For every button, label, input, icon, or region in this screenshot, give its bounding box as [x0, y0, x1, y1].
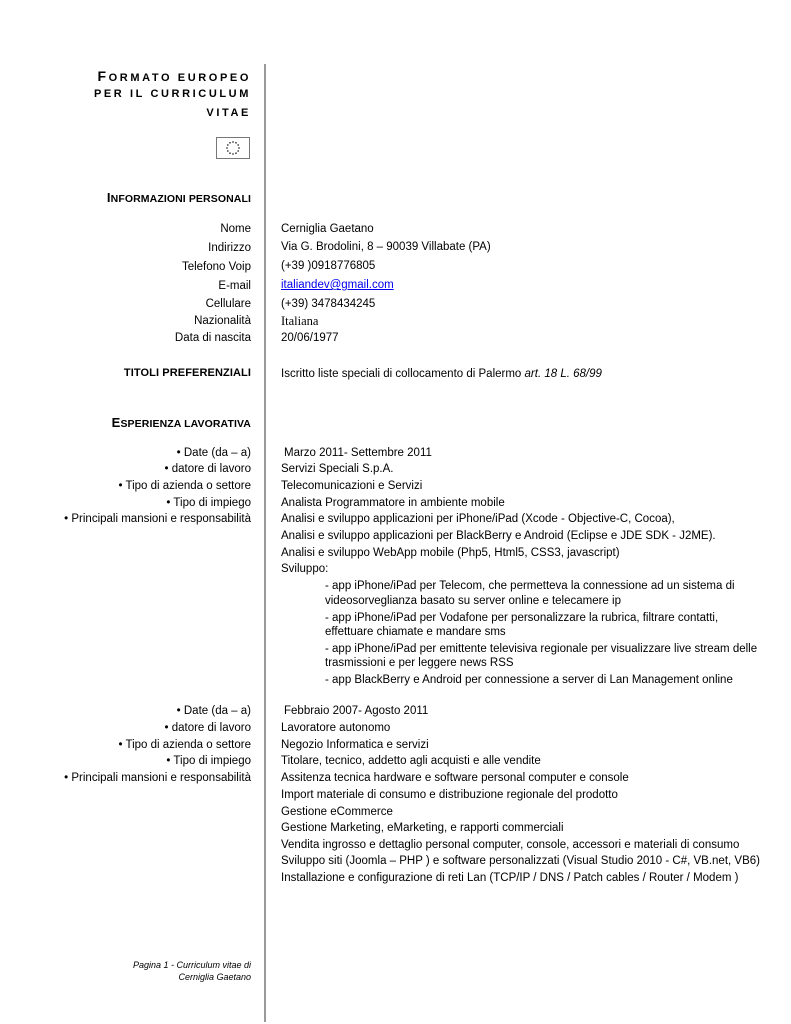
preferential-titles-value: Iscritto liste speciali di collocamento di Palermo art. 18 L. 68/99	[281, 368, 602, 380]
job1-sector-value: Telecomunicazioni e Servizi	[281, 480, 423, 492]
job2-employer-value: Lavoratore autonomo	[281, 722, 391, 734]
job2-duty-line: Import materiale di consumo e distribuzione regionale del prodotto	[281, 789, 618, 801]
job1-duty-line: Analisi e sviluppo applicazioni per BlackBerry e Android (Eclipse e JDE SDK - J2ME).	[281, 530, 716, 542]
cv-title-line-3: VITAE	[206, 107, 251, 119]
birthdate-value: 20/06/1977	[281, 332, 339, 344]
job2-duty-line: Gestione eCommerce	[281, 806, 393, 818]
address-value: Via G. Brodolini, 8 – 90039 Villabate (PA)	[281, 241, 491, 253]
footer-line-2: Cerniglia Gaetano	[178, 972, 251, 982]
job1-date-label: • Date (da – a)	[176, 447, 251, 459]
page-footer	[133, 959, 251, 983]
job2-duty-line: Gestione Marketing, eMarketing, e rapporti commerciali	[281, 822, 564, 834]
job2-duty-line: Assitenza tecnica hardware e software personal computer e console	[281, 772, 629, 784]
job1-sector-label: • Tipo di azienda o settore	[118, 480, 251, 492]
job1-duty-line: Analisi e sviluppo applicazioni per iPhone/iPad (Xcode - Objective-C, Cocoa),	[281, 513, 675, 525]
nationality-value: Italiana	[281, 314, 319, 328]
job1-employer-label: • datore di lavoro	[164, 463, 251, 475]
name-label: Nome	[220, 223, 251, 235]
preferential-titles-heading: TITOLI PREFERENZIALI	[123, 367, 251, 379]
name-value: Cerniglia Gaetano	[281, 223, 374, 235]
job1-dev-item: - app iPhone/iPad per Telecom, che permetteva la connessione ad un sistema di	[325, 580, 735, 592]
mobile-label: Cellulare	[205, 298, 251, 310]
personal-info-heading: INFORMAZIONI PERSONALI	[106, 190, 251, 205]
job1-duties-label: • Principali mansioni e responsabilità	[64, 513, 251, 525]
job2-employer-label: • datore di lavoro	[164, 722, 251, 734]
job1-dev-item: trasmissioni e per leggere news RSS	[325, 657, 514, 669]
job1-duty-line: Analisi e sviluppo WebApp mobile (Php5, Html5, CSS3, javascript)	[281, 547, 620, 559]
job2-sector-label: • Tipo di azienda o settore	[118, 739, 251, 751]
job1-duty-line: Sviluppo:	[281, 563, 329, 575]
job1-dev-item: - app iPhone/iPad per emittente televisiva regionale per visualizzare live stream delle	[325, 643, 758, 655]
job1-jobtype-value: Analista Programmatore in ambiente mobile	[281, 497, 505, 509]
cv-title-line-1: FORMATO EUROPEO	[97, 68, 251, 84]
cv-title-line-2: PER IL CURRICULUM	[93, 88, 251, 100]
email-link[interactable]: italiandev@gmail.com	[281, 279, 394, 291]
job2-duty-line: Sviluppo siti (Joomla – PHP ) e software personalizzati (Visual Studio 2010 - C#, VB.net, VB6)	[281, 855, 760, 867]
job1-date-value: Marzo 2011- Settembre 2011	[284, 447, 432, 459]
footer-line-1: Pagina 1 - Curriculum vitae di	[132, 960, 251, 970]
job2-sector-value: Negozio Informatica e servizi	[281, 739, 429, 751]
job1-dev-item: videosorveglianza basato su server online e telecamere ip	[325, 595, 621, 607]
job2-date-label: • Date (da – a)	[176, 705, 251, 717]
job1-employer-value: Servizi Speciali S.p.A.	[281, 463, 394, 475]
nationality-label: Nazionalità	[194, 315, 251, 327]
work-experience-heading: ESPERIENZA LAVORATIVA	[111, 415, 251, 430]
job2-duties-label: • Principali mansioni e responsabilità	[64, 772, 251, 784]
job2-jobtype-label: • Tipo di impiego	[166, 755, 251, 767]
job2-date-value: Febbraio 2007- Agosto 2011	[284, 705, 429, 717]
eu-flag-icon	[216, 137, 250, 159]
address-label: Indirizzo	[208, 242, 251, 254]
mobile-value: (+39) 3478434245	[281, 298, 376, 310]
voip-phone-value: (+39 )0918776805	[281, 260, 376, 272]
job2-duty-line: Installazione e configurazione di reti Lan (TCP/IP / DNS / Patch cables / Router / Modem )	[281, 872, 739, 884]
email-label: E-mail	[218, 280, 251, 292]
job1-jobtype-label: • Tipo di impiego	[166, 497, 251, 509]
birthdate-label: Data di nascita	[174, 332, 251, 344]
job2-jobtype-value: Titolare, tecnico, addetto agli acquisti e alle vendite	[281, 755, 541, 767]
column-divider	[264, 64, 266, 1022]
job2-duty-line: Vendita ingrosso e dettaglio personal computer, console, accessori e materiali di consumo	[281, 839, 740, 851]
job1-dev-item: - app BlackBerry e Android per connessione a server di Lan Management online	[325, 674, 733, 686]
job1-dev-item: - app iPhone/iPad per Vodafone per personalizzare la rubrica, filtrare contatti,	[325, 612, 719, 624]
voip-phone-label: Telefono Voip	[181, 261, 251, 273]
job1-dev-item: effettuare chiamate e mandare sms	[325, 626, 506, 638]
